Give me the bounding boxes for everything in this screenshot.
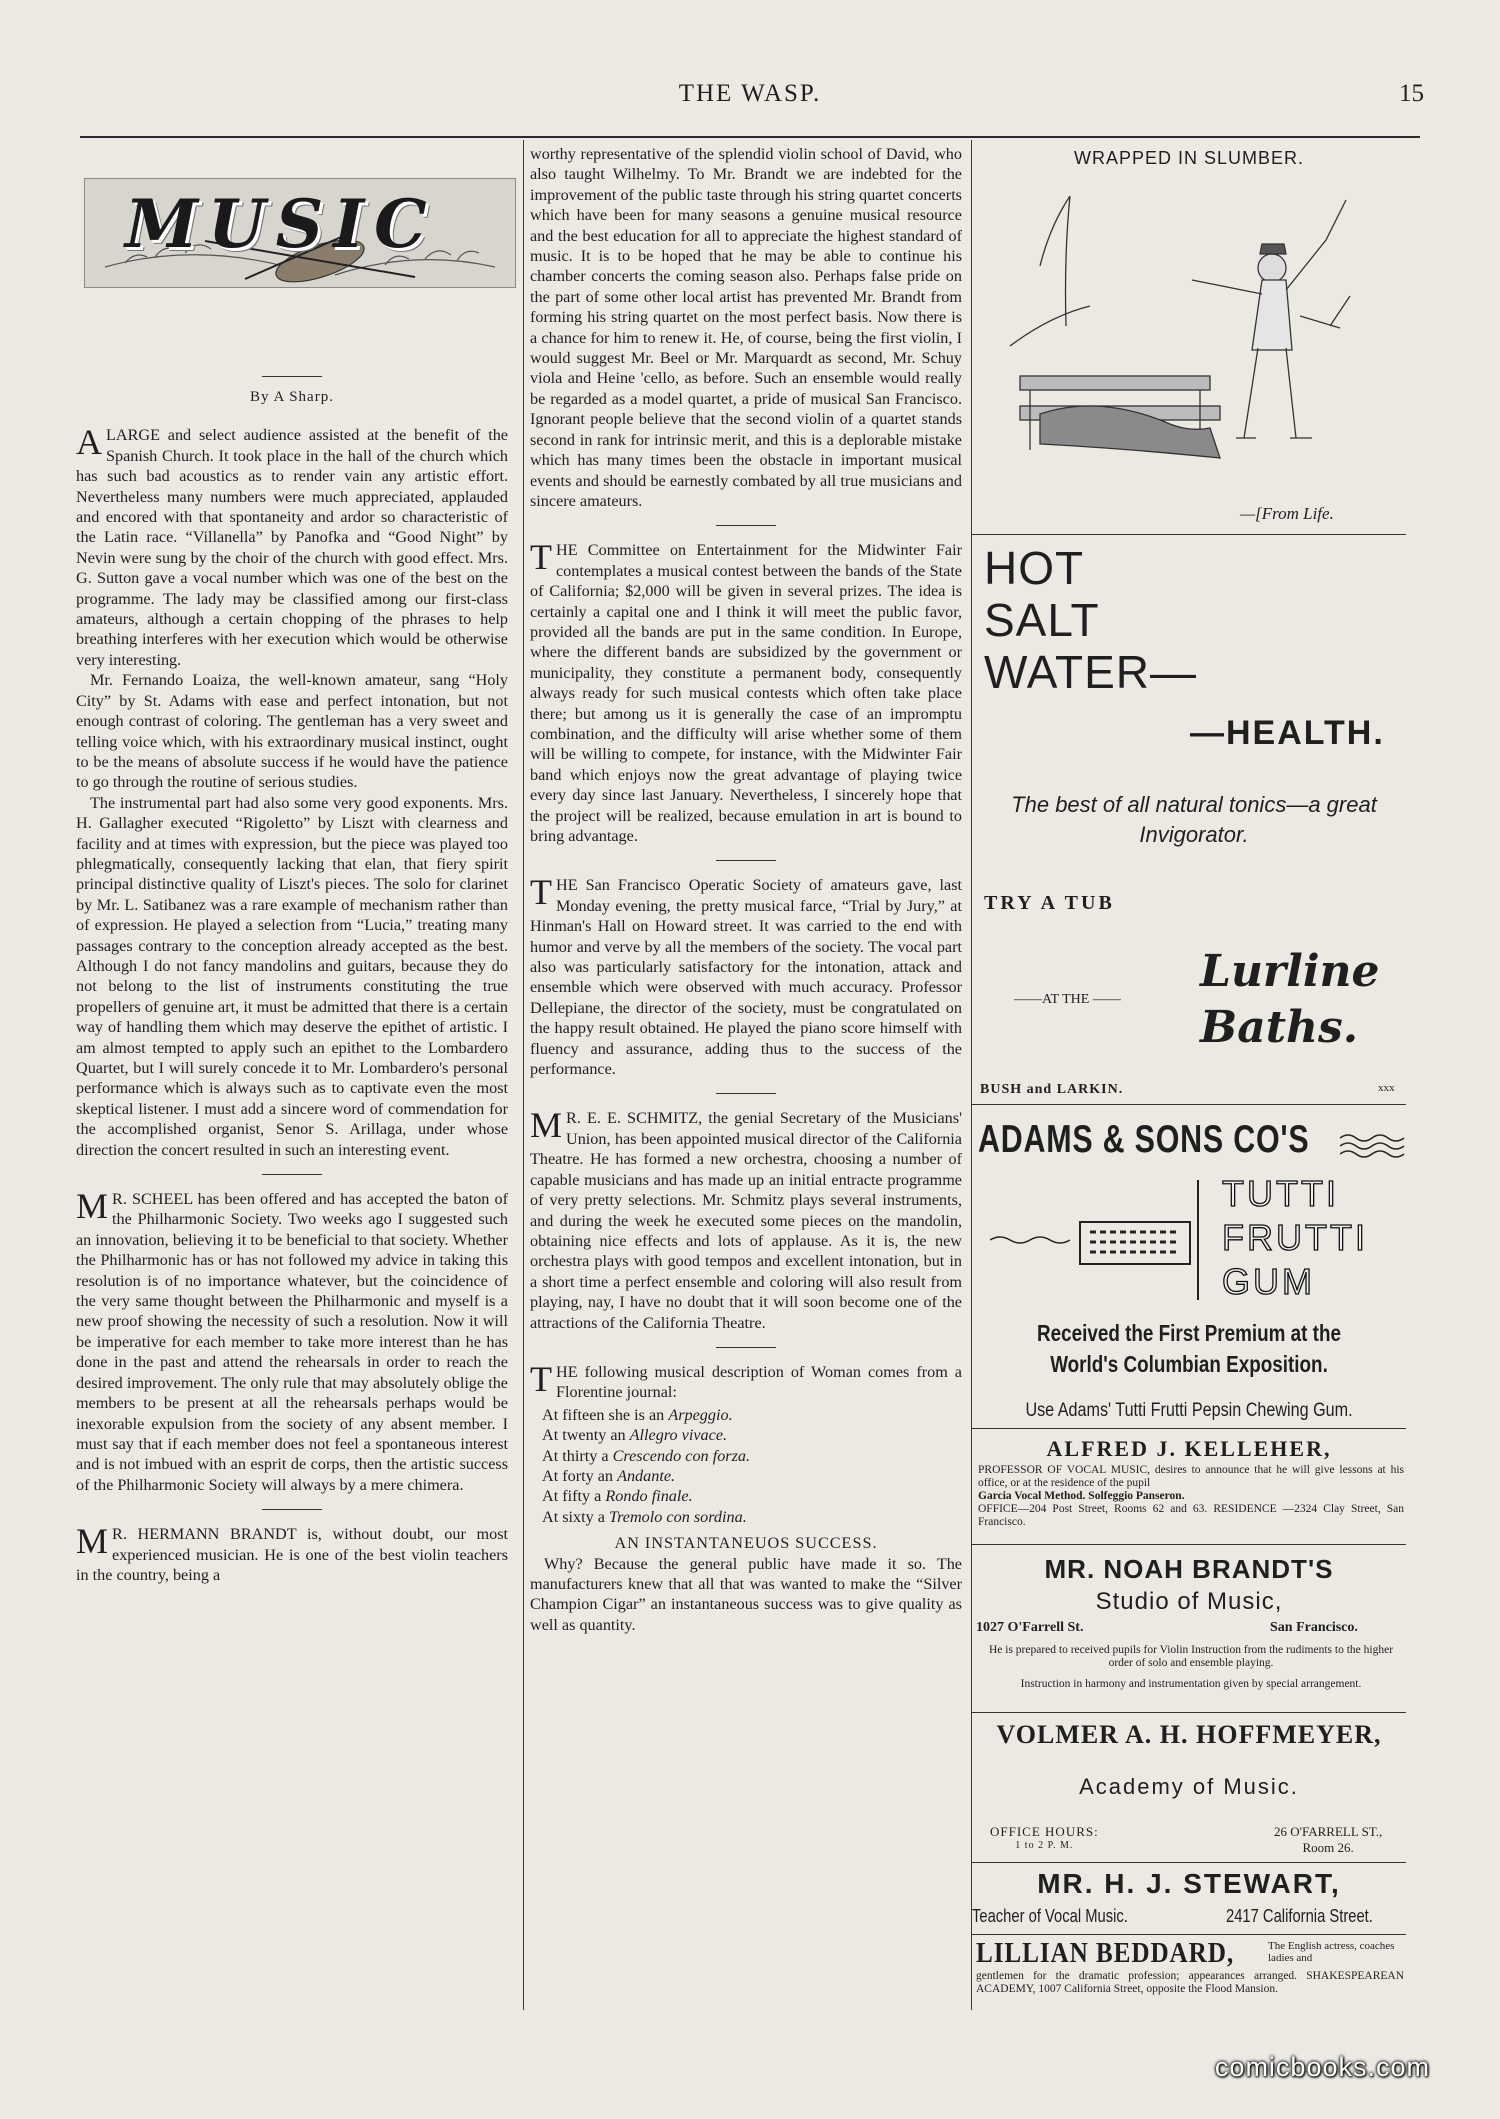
hoffmeyer-address: 26 O'FARRELL ST., Room 26.: [1274, 1824, 1383, 1855]
running-head: [0, 80, 1500, 120]
brandt-name: MR. NOAH BRANDT'S: [1044, 1554, 1334, 1584]
article-paragraph: M R. E. E. SCHMITZ, the genial Secretary of the Musicians' Union, has been appointed musical director of the California Theatre. He has formed a new orchestra, choosing a number of capable musicians and has made up an initial entracte programme of very pretty selections. Mr. Schmitz plays several instruments, and during the week he executed some pieces on the mandolin, obtaining nice effects and lots of applause. As it is, the new orchestra plays with good tempos and excellent intonation, but in a short time a perfect ensemble and coloring will also result from playing, nay, I have no doubt that it will soon become one of the attractions of the California Theatre.: [530, 1105, 962, 1332]
lurline-at-the: ——AT THE ——: [1014, 992, 1121, 1007]
section-rule: [716, 1347, 776, 1348]
watermark: comicbooks.com: [1214, 2052, 1430, 2082]
ad-divider: [972, 1934, 1406, 1935]
ad-divider: [972, 1544, 1406, 1545]
drop-cap: T: [530, 872, 552, 913]
ad-divider: [972, 1428, 1406, 1429]
article-paragraph: THE Committee on Entertainment for the Midwinter Fair contemplates a musical contest between the bands of the State of California; $2,000 will be given in several prizes. The idea is certainly a capital one and I think it will meet the public favor, provided all the bands are put in the same condition. In Europe, where the different bands are subsidized by the government or municipality, they constitute a permanent body, consequently always ready for such musical contests which often take place there; but among us it is generally the case of an impromptu combination, and the difficulty will arise whether some of them will be willing to compete, for instance, with the Midwinter Fair band which enjoys now the great advantage of playing twice every day since last January. Nevertheless, I sincerely hope that the project will be realized, because emulation in art is bound to bring advantage.: [530, 537, 962, 845]
music-banner: [84, 178, 516, 288]
adams-title: ADAMS & SONS CO'S: [978, 1118, 1310, 1161]
article-paragraph: THE San Francisco Operatic Society of amateurs gave, last Monday evening, the pretty musical farce, “Trial by Jury,” at Hinman's Hall on Howard street. It was carried to the end with humor and verve by all the members of the society. The vocal part also was particularly satisfactory for the intonation, attack and ensemble which were observed with much accuracy. Professor Dellepiane, the director of the society, must be congratulated on the happy result obtained. He played the piano score himself with fluency and assurance, adding thus to the success of the performance.: [530, 872, 962, 1079]
lurline-address: BUSH and LARKIN.: [980, 1082, 1124, 1097]
list-item: At twenty an Allegro vivace.: [542, 1426, 728, 1445]
ad-divider: [972, 1712, 1406, 1713]
lurline-headline: HOT SALT WATER—: [984, 542, 1197, 698]
ad-divider: [972, 1862, 1406, 1863]
publication-title: THE WASP.: [678, 80, 822, 107]
beddard-side: The English actress, coaches ladies and: [1268, 1940, 1395, 1964]
byline-rule: [262, 376, 322, 377]
header-rule: [80, 136, 1420, 138]
ad-divider: [972, 534, 1406, 535]
hoffmeyer-hours: OFFICE HOURS: 1 to 2 P. M.: [990, 1824, 1099, 1851]
drop-cap: T: [530, 1358, 552, 1399]
drop-cap: M: [76, 1186, 109, 1227]
section-rule: [716, 860, 776, 861]
beddard-body: gentlemen for the dramatic profession; appearances arranged. SHAKESPEAREAN ACADEMY, 1007 California Street, opposite the Flood Mansion.: [976, 1970, 1404, 1995]
list-item: At thirty a Crescendo con forza.: [542, 1446, 751, 1465]
drop-cap: M: [530, 1105, 563, 1146]
cartoon-illustration: [1000, 176, 1400, 506]
gum-package-ornament: [990, 1180, 1210, 1300]
stewart-name: MR. H. J. STEWART,: [1037, 1868, 1341, 1899]
drop-cap: T: [530, 537, 552, 578]
stewart-left: Teacher of Vocal Music.: [972, 1906, 1128, 1926]
page-number: 15: [1399, 80, 1424, 107]
column-1: [76, 376, 508, 1585]
list-item: At fifteen she is an Arpeggio.: [542, 1405, 733, 1424]
ad-divider: [972, 1104, 1406, 1105]
brandt-body: He is prepared to received pupils for Violin Instruction from the rudiments to the higher order of solo and ensemble playing. Instruction in harmony and instrumentation given by special arrangement.: [988, 1644, 1394, 1690]
list-item: At forty an Andante.: [542, 1466, 676, 1485]
article-paragraph: THE following musical description of Woman comes from a Florentine journal:: [530, 1358, 962, 1402]
brandt-street: 1027 O'Farrell St.: [976, 1620, 1084, 1635]
cartoon-title: WRAPPED IN SLUMBER.: [1073, 148, 1305, 168]
brandt-sub: Studio of Music,: [1095, 1588, 1283, 1615]
woman-description-list: [530, 1405, 962, 1527]
section-rule: [262, 1174, 322, 1175]
section-rule: [262, 1509, 322, 1510]
kelleher-body: PROFESSOR OF VOCAL MUSIC, desires to announce that he will give lessons at his office, or at the residence of the pupil Garcia Vocal Method. Solfeggio Panseron. OFFICE—204 Post Street, Rooms 62 and 63. RESIDENCE —2324 Clay Street, San Francisco.: [978, 1464, 1404, 1528]
article-paragraph: Why? Because the general public have made it so. The manufacturers knew that all that was wanted to make the “Silver Champion Cigar” an instantaneous success was to give quality as well as quantity.: [530, 1554, 962, 1634]
beddard-name: LILLIAN BEDDARD,: [976, 1938, 1235, 1969]
article-paragraph: Mr. Fernando Loaiza, the well-known amateur, sang “Holy City” by St. Adams with ease and perfect intonation, but not enough contrast of coloring. The gentleman has a very sweet and telling voice which, with his extraordinary musical instinct, ought to be the means of absolute success if he would have the patience to go through the routine of serious studies.: [76, 671, 508, 792]
article-paragraph: M R. SCHEEL has been offered and has accepted the baton of the Philharmonic Society. Two weeks ago I suggested such an innovation, believing it to be beneficial to that society. Whether the Philharmonic has or has not followed my advice in taking this resolution is of no importance whatever, but the coincidence of the very same thought between the Philharmonic and myself is a new proof showing the necessity of such a resolution. Now it will be imperative for each member to take more interest than he has done in the past and attend the rehearsals in order to reach the desired improvement. The only rule that may absolutely oblige the members to be present at all the rehearsals perhaps would be inexorable expulsion from the society of any absent member. I must say that if each member does not feel a spontaneous interest and is not imbued with an esprit de corps, then the artistic success of the Philharmonic Society will always by a mere chimera.: [76, 1186, 508, 1494]
drop-cap: M: [76, 1521, 109, 1562]
kelleher-name: ALFRED J. KELLEHER,: [1046, 1436, 1332, 1461]
section-heading: AN INSTANTANEUOS SUCCESS.: [614, 1534, 878, 1553]
adams-award: Received the First Premium at the World's Columbian Exposition.: [1037, 1320, 1341, 1377]
byline: By A Sharp.: [250, 389, 334, 405]
article-paragraph: ALARGE and select audience assisted at the benefit of the Spanish Church. It took place in the hall of the church which has such bad acoustics as to render vain any artistic effort. Nevertheless many numbers were much appreciated, applauded and encored with that spontaneity and ardor so characteristic of the Latin race. “Villanella” by Panofka and “Good Night” by Nevin were sung by the choir of the church with good effect. Mrs. G. Sutton gave a vocal number which was one of the best on the programme. The lady may be classified among our first-class amateurs, although a certain chopping of the phrases to help breathing interferes with her execution which would be otherwise very interesting.: [76, 422, 508, 669]
list-item: At sixty a Tremolo con sordina.: [542, 1507, 747, 1526]
drop-cap: A: [76, 422, 102, 463]
column-rule-1: [523, 140, 524, 2010]
section-rule: [716, 1093, 776, 1094]
hoffmeyer-name: VOLMER A. H. HOFFMEYER,: [996, 1720, 1382, 1749]
lurline-health: —HEALTH.: [1190, 714, 1385, 752]
lurline-name: Lurline Baths.: [1200, 946, 1380, 1053]
article-paragraph: M R. HERMANN BRANDT is, without doubt, our most experienced musician. He is one of the best violin teachers in the country, being a: [76, 1521, 508, 1584]
hoffmeyer-sub: Academy of Music.: [1079, 1774, 1299, 1799]
lurline-mark: xxx: [1378, 1082, 1395, 1094]
section-rule: [716, 525, 776, 526]
column-2: [530, 144, 962, 1635]
adams-use: Use Adams' Tutti Frutti Pepsin Chewing Gum.: [1025, 1400, 1353, 1421]
article-paragraph: The instrumental part had also some very good exponents. Mrs. H. Gallagher executed “Rigoletto” by Liszt with clearness and facility and at times with expression, but the piece was played too phlegmatically, consequently lacking that elan, that fiery spirit principal distinctive quality of Liszt's pieces. The solo for clarinet by Mr. L. Satibanez was a rare example of mechanism rather than of expression. He played a selection from “Lucia,” treating many passages contrary to the conception already accepted as the best. Although I do not fancy mandolins and guitars, because they do not belong to the list of instruments constituting the true propellers of genuine art, it must be admitted that there is a certain way of handling them which may deserve the epithet of artistic. I am almost tempted to apply such an epithet to the Lombardero Quartet, but I will surely concede it to Mr. Lombardero's personal performance which is always such as to captivate even the most skeptical listener. I must add a sincere word of commendation for the accomplished organist, Senor S. Arillaga, under whose direction the concert resulted in such an interesting event.: [76, 793, 508, 1159]
lurline-try: TRY A TUB: [984, 892, 1115, 914]
brandt-city: San Francisco.: [1270, 1620, 1358, 1635]
wave-ornament: [1340, 1130, 1410, 1160]
lurline-tagline: The best of all natural tonics—a great Invigorator.: [1011, 792, 1377, 847]
article-paragraph: worthy representative of the splendid violin school of David, who also taught Wilhelmy. To Mr. Brandt we are indebted for the improvement of the public taste through his string quartet concerts which have been for many seasons a genuine musical resource and the best education for all to appreciate the highest standard of music. It is to be hoped that he may be able to continue his chamber concerts the coming season also. Perhaps false pride on the part of some other local artist has prevented Mr. Brandt from forming his string quartet on the most perfect basis. Now there is a chance for him to renew it. He, of course, being the first violin, I would suggest Mr. Beel or Mr. Marquardt as second, Mr. Schuy viola and Heine 'cello, as before. Such an ensemble would really be regarded as a model quartet, a pride of musical San Francisco. Ignorant people believe that the second violin of a quartet stands second in rank for intrinsic merit, and this is a deplorable mistake which has many times been the obstacle in important musical events and should be earnestly combated by all true musicians and sincere amateurs.: [530, 145, 962, 510]
stewart-right: 2417 California Street.: [1226, 1906, 1373, 1926]
cartoon-caption: —[From Life.: [1240, 504, 1334, 523]
tutti-frutti-gum: TUTTI FRUTTI GUM: [1222, 1173, 1368, 1302]
list-item: At fifty a Rondo finale.: [542, 1487, 693, 1506]
music-banner-title: MUSIC: [125, 185, 437, 263]
